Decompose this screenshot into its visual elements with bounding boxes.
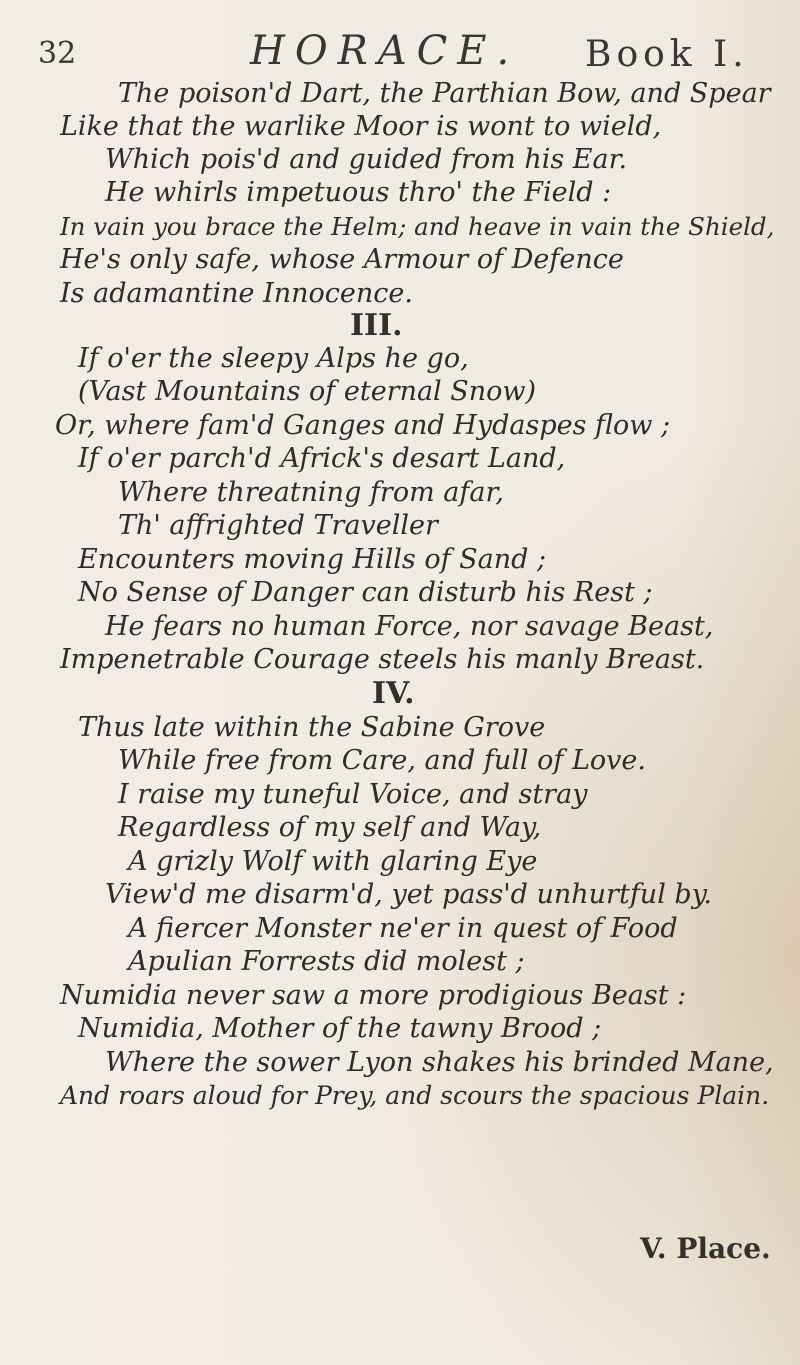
verse-line: Is adamantine Innocence. [60,278,413,309]
running-title: HORACE. [250,28,520,74]
stanza-number-iii: III. [350,308,403,343]
verse-line: Thus late within the Sabine Grove [78,712,546,743]
verse-line: Impenetrable Courage steels his manly Breast. [60,644,705,675]
verse-line: Where the sower Lyon shakes his brinded Mane, [105,1047,774,1078]
verse-line: Like that the warlike Moor is wont to wield, [60,111,662,142]
page-number: 32 [38,36,77,71]
verse-line: The poison'd Dart, the Parthian Bow, and Spear [118,78,771,109]
verse-line: Numidia, Mother of the tawny Brood ; [78,1013,602,1044]
verse-line: And roars aloud for Prey, and scours the spacious Plain. [60,1081,770,1110]
verse-line: He whirls impetuous thro' the Field : [105,177,612,208]
verse-line: I raise my tuneful Voice, and stray [118,779,588,810]
verse-line: Regardless of my self and Way, [118,812,542,843]
verse-line: Th' affrighted Traveller [118,510,438,541]
verse-line: A grizly Wolf with glaring Eye [128,846,538,877]
verse-line: Apulian Forrests did molest ; [128,946,525,977]
verse-line: Numidia never saw a more prodigious Beast : [60,980,687,1011]
book-label: Book I. [585,34,749,75]
verse-line: In vain you brace the Helm; and heave in vain the Shield, [60,212,775,241]
verse-line: A fiercer Monster ne'er in quest of Food [128,913,678,944]
verse-line: View'd me disarm'd, yet pass'd unhurtful by. [105,879,712,910]
verse-line: If o'er parch'd Africk's desart Land, [78,443,566,474]
verse-line: No Sense of Danger can disturb his Rest ; [78,577,653,608]
verse-line: While free from Care, and full of Love. [118,745,646,776]
stanza-number-iv: IV. [372,676,415,711]
catchword: V. Place. [640,1232,771,1265]
verse-line: Which pois'd and guided from his Ear. [105,144,628,175]
verse-line: He fears no human Force, nor savage Beast, [105,611,714,642]
verse-line: Encounters moving Hills of Sand ; [78,544,547,575]
verse-line: If o'er the sleepy Alps he go, [78,343,469,374]
verse-line: (Vast Mountains of eternal Snow) [78,376,537,407]
verse-line: He's only safe, whose Armour of Defence [60,244,624,275]
verse-line: Or, where fam'd Ganges and Hydaspes flow ; [55,410,671,441]
verse-line: Where threatning from afar, [118,477,504,508]
